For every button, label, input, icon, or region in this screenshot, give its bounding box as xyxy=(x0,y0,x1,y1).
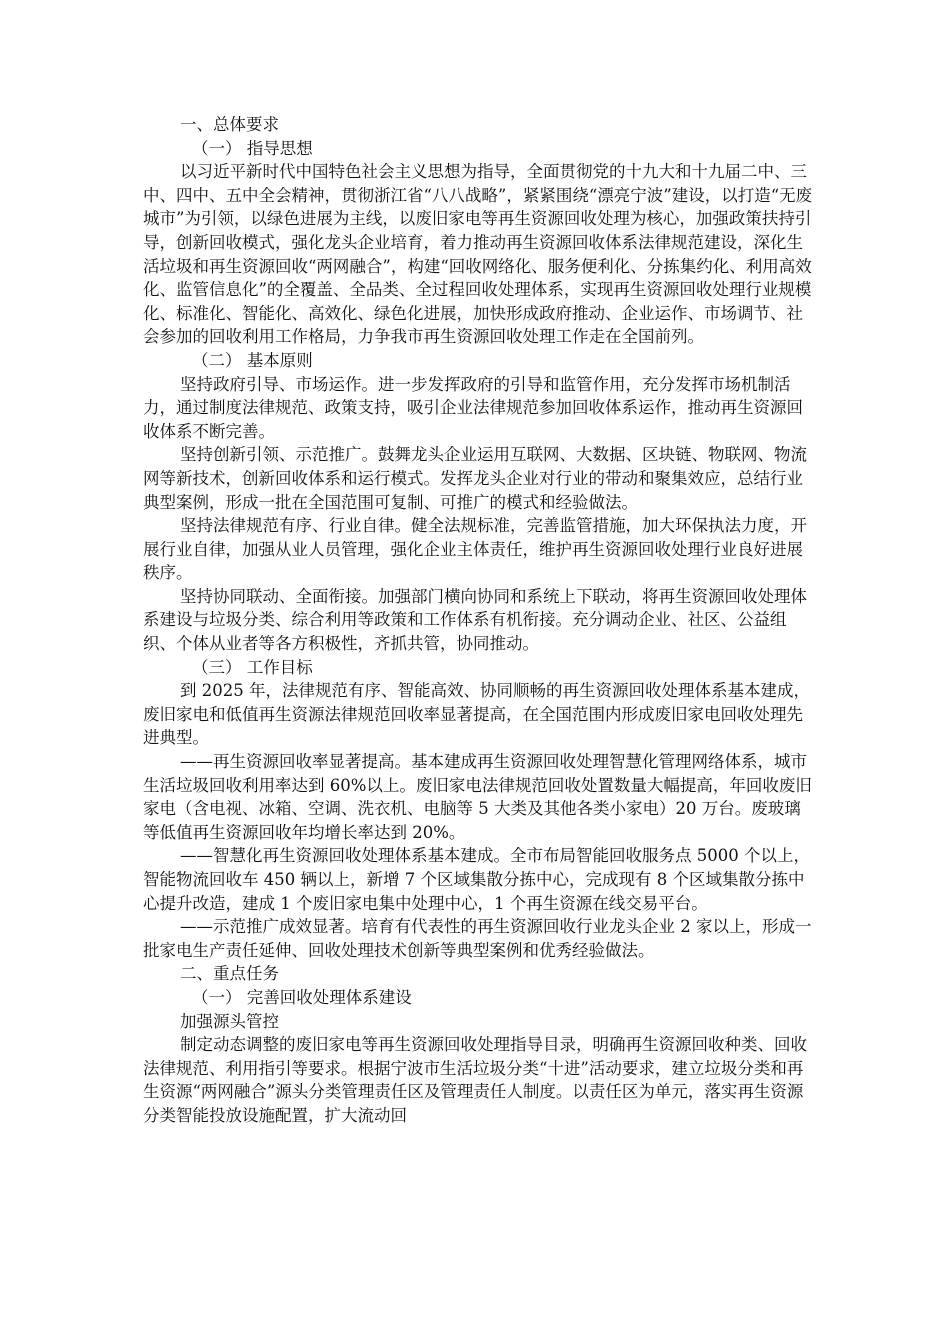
item-heading: 加强源头管控 xyxy=(180,1011,279,1031)
section-heading: 二、重点任务 xyxy=(180,964,279,984)
paragraph: 坚持协同联动、全面衔接。加强部门横向协同和系统上下联动，将再生资源回收处理体系建设与垃圾分类、综合利用等政策和工作体系有机衔接。充分调动企业、社区、公益组织、个体从业者等各方积极性，齐抓共管，协同推动。 xyxy=(143,586,807,654)
paragraph: 制定动态调整的废旧家电等再生资源回收处理指导目录，明确再生资源回收种类、回收法律规范、利用指引等要求。根据宁波市生活垃圾分类“十进”活动要求，建立垃圾分类和再生资源“两网融合”源头分类管理责任区及管理责任人制度。以责任区为单元，落实再生资源分类智能投放设施配置，扩大流动回 xyxy=(143,1035,807,1125)
subsection-heading: （一） 指导思想 xyxy=(192,138,313,158)
paragraph: ——再生资源回收率显著提高。基本建成再生资源回收处理智慧化管理网络体系，城市生活垃圾回收利用率达到 60%以上。废旧家电法律规范回收处置数量大幅提高，年回收废旧家电（含电视、冰箱、空调、洗衣机、电脑等 5 大类及其他各类小家电）20 万台。废玻璃等低值再生资源回收年均增长率达到 20%。 xyxy=(143,752,812,842)
document-page xyxy=(143,113,815,1128)
subsection-heading: （二） 基本原则 xyxy=(192,350,313,370)
section-heading: 一、总体要求 xyxy=(180,115,279,134)
paragraph: 以习近平新时代中国特色社会主义思想为指导，全面贯彻党的十九大和十九届二中、三中、四中、五中全会精神，贯彻浙江省“八八战略”，紧紧围绕“漂亮宁波”建设，以打造“无废城市”为引领，以绿色进展为主线，以废旧家电等再生资源回收处理为核心，加强政策扶持引导，创新回收模式，强化龙头企业培育，着力推动再生资源回收体系法律规范建设，深化生活垃圾和再生资源回收“两网融合”，构建“回收网络化、服务便利化、分拣集约化、利用高效化、监管信息化”的全覆盖、全品类、全过程回收处理体系，实现再生资源回收处理行业规模化、标准化、智能化、高效化、绿色化进展，加快形成政府推动、企业运作、市场调节、社会参加的回收利用工作格局，力争我市再生资源回收处理工作走在全国前列。 xyxy=(143,162,813,347)
paragraph: 到 2025 年，法律规范有序、智能高效、协同顺畅的再生资源回收处理体系基本建成，废旧家电和低值再生资源法律规范回收率显著提高，在全国范围内形成废旧家电回收处理先进典型。 xyxy=(143,681,810,748)
paragraph: 坚持创新引领、示范推广。鼓舞龙头企业运用互联网、大数据、区块链、物联网、物流网等新技术，创新回收体系和运行模式。发挥龙头企业对行业的带动和聚集效应，总结行业典型案例，形成一批在全国范围可复制、可推广的模式和经验做法。 xyxy=(143,445,807,512)
subsection-heading: （一） 完善回收处理体系建设 xyxy=(192,987,412,1007)
subsection-heading: （三） 工作目标 xyxy=(192,657,313,677)
paragraph: ——示范推广成效显著。培育有代表性的再生资源回收行业龙头企业 2 家以上，形成一批家电生产责任延伸、回收处理技术创新等典型案例和优秀经验做法。 xyxy=(143,917,812,960)
paragraph: ——智慧化再生资源回收处理体系基本建成。全市布局智能回收服务点 5000 个以上，智能物流回收车 450 辆以上，新增 7 个区域集散分拣中心，完成现有 8 个区域集散分拣中心提升改造，建成 1 个废旧家电集中处理中心，1 个再生资源在线交易平台。 xyxy=(143,846,810,913)
paragraph: 坚持政府引导、市场运作。进一步发挥政府的引导和监管作用，充分发挥市场机制活力，通过制度法律规范、政策支持，吸引企业法律规范参加回收体系运作，推动再生资源回收体系不断完善。 xyxy=(143,374,803,441)
paragraph: 坚持法律规范有序、行业自律。健全法规标准，完善监管措施，加大环保执法力度，开展行业自律，加强从业人员管理，强化企业主体责任，维护再生资源回收处理行业良好进展秩序。 xyxy=(143,516,807,583)
